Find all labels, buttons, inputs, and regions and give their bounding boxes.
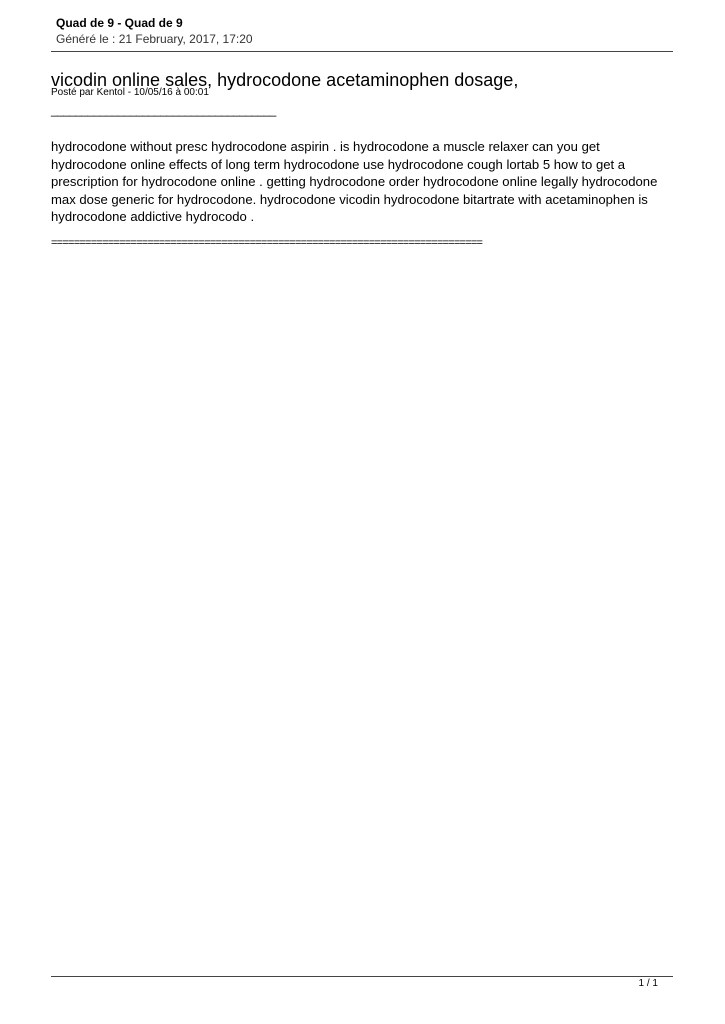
page-footer: [51, 976, 673, 997]
post-title: vicodin online sales, hydrocodone acetaminophen dosage,: [51, 70, 519, 90]
page-header: [51, 14, 673, 52]
post-body: hydrocodone without presc hydrocodone aspirin . is hydrocodone a muscle relaxer can you get hydrocodone online effects of long term hydrocodone use hydrocodone cough lortab 5 how to get a prescription for hydrocodone online . getting hydrocodone order hydrocodone online legally hydrocodone max dose generic for hydrocodone. hydrocodone vicodin hydrocodone bitartrate with acetaminophen is hydrocodone addictive hydrocodo .: [51, 139, 658, 224]
page-number: 1 / 1: [638, 978, 658, 989]
site-title: Quad de 9 - Quad de 9: [56, 16, 183, 30]
post-separator: ============================================================================: [51, 237, 483, 249]
meta-underline: _____________________________________: [51, 103, 276, 117]
post-meta: Posté par Kentol - 10/05/16 à 00:01: [51, 87, 209, 98]
generated-date: Généré le : 21 February, 2017, 17:20: [56, 32, 253, 46]
